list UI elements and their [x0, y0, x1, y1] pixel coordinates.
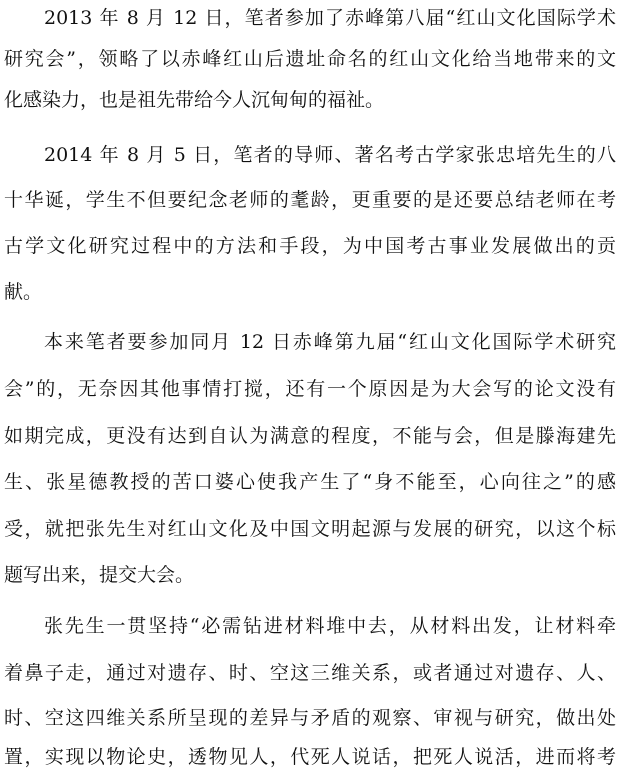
- text-line: 2014 年 8 月 5 日，笔者的导师、著名考古学家张忠培先生的八: [44, 144, 616, 166]
- text-line: 着鼻子走，通过对遗存、时、空这三维关系，或者通过对遗存、人、: [4, 662, 616, 684]
- text-line: 时、空这四维关系所呈现的差异与矛盾的观察、审视与研究，做出处: [4, 707, 616, 729]
- text-line: 置，实现以物论史，透物见人，代死人说话，把死人说活，进而将考: [4, 746, 616, 768]
- text-line: 如期完成，更没有达到自认为满意的程度，不能与会，但是滕海建先: [4, 425, 616, 447]
- text-line: 受，就把张先生对红山文化及中国文明起源与发展的研究，以这个标: [4, 518, 616, 540]
- text-line: 化感染力，也是祖先带给今人沉甸甸的福祉。: [4, 89, 385, 111]
- text-line: 研究会”，领略了以赤峰红山后遗址命名的红山文化给当地带来的文: [4, 48, 616, 70]
- text-line: 2013 年 8 月 12 日，笔者参加了赤峰第八届“红山文化国际学术: [44, 7, 616, 29]
- text-line: 题写出来，提交大会。: [4, 564, 195, 586]
- text-line: 会”的，无奈因其他事情打搅，还有一个原因是为大会写的论文没有: [4, 378, 616, 400]
- text-line: 古学文化研究过程中的方法和手段，为中国考古事业发展做出的贡: [4, 235, 616, 257]
- text-line: 本来笔者要参加同月 12 日赤峰第九届“红山文化国际学术研究: [44, 331, 616, 353]
- text-line: 十华诞，学生不但要纪念老师的耄龄，更重要的是还要总结老师在考: [4, 189, 616, 211]
- text-line: 生、张星德教授的苦口婆心使我产生了“身不能至，心向往之”的感: [4, 471, 616, 493]
- text-line: 献。: [4, 281, 43, 303]
- text-line: 张先生一贯坚持“必需钻进材料堆中去，从材料出发，让材料牵: [44, 615, 616, 637]
